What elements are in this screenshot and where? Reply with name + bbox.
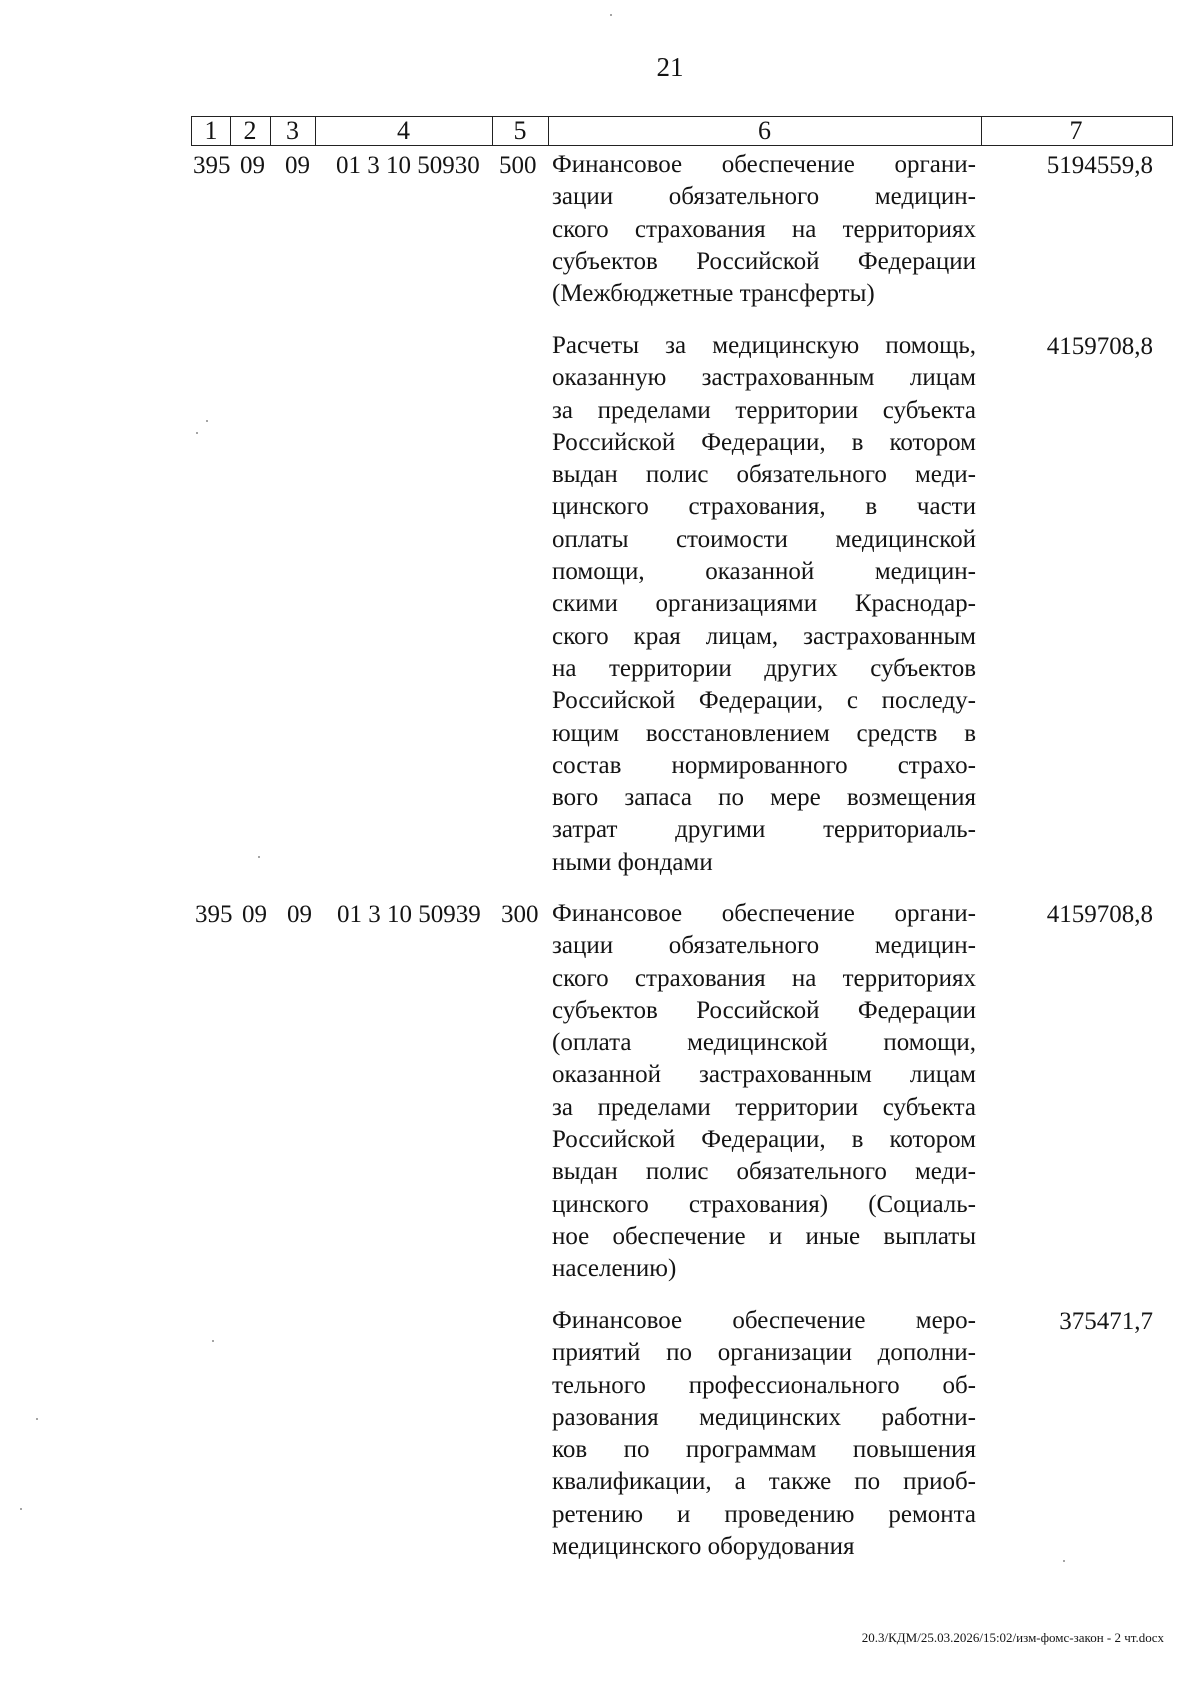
description-line: вого запаса по мере возмещения	[552, 784, 976, 812]
description-line: цинского страхования) (Социаль-	[552, 1190, 976, 1218]
description-line: Финансовое обеспечение меро-	[552, 1307, 976, 1334]
description-line: ющим восстановлением средств в	[552, 719, 976, 747]
code-col-2: 09	[240, 152, 265, 179]
description-line: Финансовое обеспечение органи-	[552, 900, 976, 927]
description-line: за пределами территории субъекта	[552, 1093, 976, 1121]
table-header	[191, 116, 1173, 146]
description-line: ского страхования на территориях	[552, 215, 976, 243]
description-line: Российской Федерации, в котором	[552, 1126, 976, 1154]
row-amount: 5194559,8	[1046, 152, 1153, 179]
code-col-5: 500	[499, 152, 537, 179]
description-line: ными фондами	[552, 848, 713, 876]
code-col-1: 395	[193, 152, 231, 179]
description-line: Российской Федерации, в котором	[552, 428, 976, 456]
description-line: разования медицинских работни-	[552, 1403, 976, 1431]
description-line: за пределами территории субъекта	[552, 396, 976, 424]
description-line: скими организациями Краснодар-	[552, 590, 976, 618]
description-line: населению)	[552, 1255, 677, 1283]
header-col-1: 1	[192, 117, 231, 145]
description-line: ретению и проведению ремонта	[552, 1500, 976, 1528]
scan-speck	[196, 432, 198, 434]
code-col-3: 09	[285, 152, 310, 179]
row-description	[552, 330, 976, 879]
description-line: субъектов Российской Федерации	[552, 247, 976, 275]
row-amount: 4159708,8	[1046, 333, 1153, 360]
file-footer: 20.3/КДМ/25.03.2026/15:02/изм-фомс-закон - 2 чт.docx	[861, 1630, 1164, 1645]
scan-speck	[206, 420, 208, 422]
header-col-4: 4	[315, 117, 493, 145]
description-line: медицинского оборудования	[552, 1533, 855, 1561]
row-description	[552, 1305, 976, 1563]
code-col-3: 09	[287, 901, 312, 928]
description-line: затрат другими территориаль-	[552, 816, 976, 844]
description-line: цинского страхования, в части	[552, 493, 976, 521]
description-line: выдан полис обязательного меди-	[552, 1158, 976, 1186]
header-col-2: 2	[230, 117, 271, 145]
description-line: субъектов Российской Федерации	[552, 996, 976, 1024]
description-line: оказанную застрахованным лицам	[552, 364, 976, 392]
scan-speck	[1063, 1560, 1065, 1562]
description-line: Расчеты за медицинскую помощь,	[552, 332, 976, 359]
row-amount: 4159708,8	[1046, 901, 1153, 928]
description-line: зации обязательного медицин-	[552, 183, 976, 211]
description-line: приятий по организации дополни-	[552, 1339, 976, 1367]
description-line: ное обеспечение и иные выплаты	[552, 1222, 976, 1250]
description-line: оплаты стоимости медицинской	[552, 525, 976, 553]
description-line: квалификации, а также по приоб-	[552, 1468, 976, 1496]
code-col-4: 01 3 10 50930	[336, 152, 480, 179]
description-line: состав нормированного страхо-	[552, 751, 976, 779]
table-row-codes	[0, 151, 552, 181]
description-line: (оплата медицинской помощи,	[552, 1029, 976, 1057]
scan-speck	[36, 1418, 38, 1420]
description-line: ков по программам повышения	[552, 1436, 976, 1464]
code-col-5: 300	[501, 901, 539, 928]
header-col-6: 6	[548, 117, 982, 145]
description-line: помощи, оказанной медицин-	[552, 558, 976, 586]
code-col-4: 01 3 10 50939	[337, 901, 481, 928]
scan-speck	[610, 14, 612, 16]
description-line: на территории других субъектов	[552, 654, 976, 682]
description-line: Финансовое обеспечение органи-	[552, 151, 976, 178]
page-number: 21	[656, 52, 684, 82]
header-col-3: 3	[270, 117, 316, 145]
scan-speck	[258, 856, 260, 858]
row-description	[552, 149, 976, 310]
description-line: (Межбюджетные трансферты)	[552, 280, 875, 308]
description-line: зации обязательного медицин-	[552, 932, 976, 960]
header-col-5: 5	[492, 117, 549, 145]
description-line: ского края лицам, застрахованным	[552, 622, 976, 650]
description-line: выдан полис обязательного меди-	[552, 461, 976, 489]
code-col-2: 09	[242, 901, 267, 928]
description-line: тельного профессионального об-	[552, 1371, 976, 1399]
scan-speck	[212, 1340, 214, 1342]
table-row-codes	[0, 900, 552, 930]
row-amount: 375471,7	[1059, 1308, 1153, 1335]
description-line: ского страхования на территориях	[552, 964, 976, 992]
row-description	[552, 898, 976, 1286]
description-line: оказанной застрахованным лицам	[552, 1061, 976, 1089]
scan-speck	[20, 1508, 22, 1510]
header-col-7: 7	[1069, 116, 1083, 145]
code-col-1: 395	[195, 901, 233, 928]
description-line: Российской Федерации, с последу-	[552, 687, 976, 715]
